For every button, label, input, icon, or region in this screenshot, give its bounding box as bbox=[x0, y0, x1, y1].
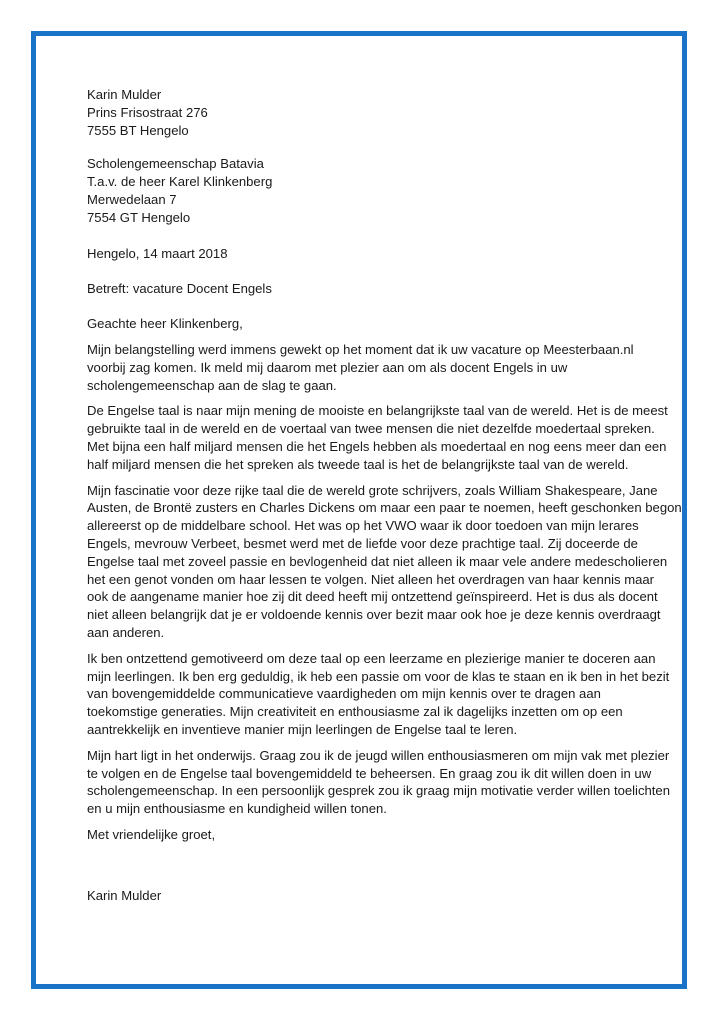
paragraph-line: Austen, de Brontë zusters en Charles Dickens om maar een paar te noemen, heeft geschonken begon bbox=[87, 500, 682, 516]
paragraph-line: Mijn hart ligt in het onderwijs. Graag zou ik de jeugd willen enthousiasmeren om mijn vak met plezier bbox=[87, 747, 670, 763]
paragraph-line: gebruikte taal in de wereld en de voertaal van twee mensen die niet dezelfde moedertaal spreken. bbox=[87, 421, 655, 437]
paragraph-line: en u mijn enthousiasme en kundigheid willen tonen. bbox=[87, 801, 387, 817]
paragraph-line: Mijn fascinatie voor deze rijke taal die de wereld grote schrijvers, zoals William Shakespeare, Jane bbox=[87, 482, 658, 498]
sender-street: Prins Frisostraat 276 bbox=[87, 104, 208, 120]
recipient-street: Merwedelaan 7 bbox=[87, 191, 177, 207]
paragraph-line: half miljard mensen die het spreken als tweede taal is het de belangrijkste taal van de wereld. bbox=[87, 456, 629, 472]
paragraph-1 bbox=[87, 341, 642, 394]
sender-city: 7555 BT Hengelo bbox=[87, 122, 189, 138]
letter-body bbox=[87, 86, 682, 904]
letter-salutation: Geachte heer Klinkenberg, bbox=[87, 316, 243, 332]
recipient-attention: T.a.v. de heer Karel Klinkenberg bbox=[87, 174, 273, 190]
paragraph-line: aantrekkelijk en inventieve manier mijn leerlingen de Engelse taal te leren. bbox=[87, 721, 518, 737]
paragraph-line: scholengemeenschap aan de slag te gaan. bbox=[87, 377, 337, 393]
paragraph-line: aan anderen. bbox=[87, 624, 165, 640]
paragraph-line: Met bijna een half miljard mensen die het Engels hebben als moedertaal en nog eens meer dan een bbox=[87, 438, 667, 454]
paragraph-line: toekomstige generaties. Mijn creativiteit en enthousiasme zal ik dagelijks inzetten om op een bbox=[87, 704, 623, 720]
paragraph-line: ook de aangename manier hoe zij dit deed heeft mij ontzettend geïnspireerd. Het is dus als docent bbox=[87, 589, 658, 605]
paragraph-line: Engelse taal met zoveel passie en bevlogenheid dat niet alleen ik maar vele andere medescholieren bbox=[87, 553, 668, 569]
paragraph-line: het een genot vonden om haar lessen te volgen. Niet alleen het overdragen van haar kennis maar bbox=[87, 571, 655, 587]
paragraph-5 bbox=[87, 747, 670, 818]
paragraph-line: Mijn belangstelling werd immens gewekt op het moment dat ik uw vacature op Meesterbaan.nl bbox=[87, 341, 634, 357]
paragraph-line: niet alleen belangrijk dat je er voldoende kennis over bezit maar ook hoe je deze kennis overdraagt bbox=[87, 607, 661, 623]
paragraph-line: allereerst op de middelbare school. Het was op het VWO waar ik door toedoen van mijn lerares bbox=[87, 518, 639, 534]
letter-date: Hengelo, 14 maart 2018 bbox=[87, 245, 228, 261]
recipient-city: 7554 GT Hengelo bbox=[87, 209, 191, 225]
paragraph-2 bbox=[87, 402, 668, 473]
sender-address bbox=[87, 86, 642, 139]
paragraph-line: voorbij zag komen. Ik meld mij daarom met plezier aan om als docent Engels in uw bbox=[87, 359, 568, 375]
paragraph-line: scholengemeenschap. In een persoonlijk gesprek zou ik graag mijn motivatie verder willen toelichten bbox=[87, 783, 670, 799]
paragraph-4 bbox=[87, 650, 670, 739]
paragraph-line: mijn leerlingen. Ik ben erg geduldig, ik heb een passie om voor de klas te staan en ik ben in het bezit bbox=[87, 668, 670, 684]
paragraph-line: Ik ben ontzettend gemotiveerd om deze taal op een leerzame en plezierige manier te doceren aan bbox=[87, 650, 656, 666]
recipient-organization: Scholengemeenschap Batavia bbox=[87, 156, 264, 172]
paragraph-line: te volgen en de Engelse taal bovengemiddeld te beheersen. En graag zou ik dit willen doen in uw bbox=[87, 765, 652, 781]
paragraph-line: Engels, mevrouw Verbeet, besmet werd met de liefde voor deze prachtige taal. Zij doceerde de bbox=[87, 535, 638, 551]
paragraph-3 bbox=[87, 482, 682, 642]
paragraph-line: van bovengemiddelde communicatieve vaardigheden om mijn kennis over te dragen aan bbox=[87, 686, 601, 702]
recipient-address bbox=[87, 155, 642, 226]
paragraph-line: De Engelse taal is naar mijn mening de mooiste en belangrijkste taal van de wereld. Het is de meest bbox=[87, 403, 668, 419]
letter-subject: Betreft: vacature Docent Engels bbox=[87, 281, 272, 297]
letter-signature: Karin Mulder bbox=[87, 887, 162, 903]
sender-name: Karin Mulder bbox=[87, 87, 162, 102]
letter-closing: Met vriendelijke groet, bbox=[87, 826, 216, 842]
